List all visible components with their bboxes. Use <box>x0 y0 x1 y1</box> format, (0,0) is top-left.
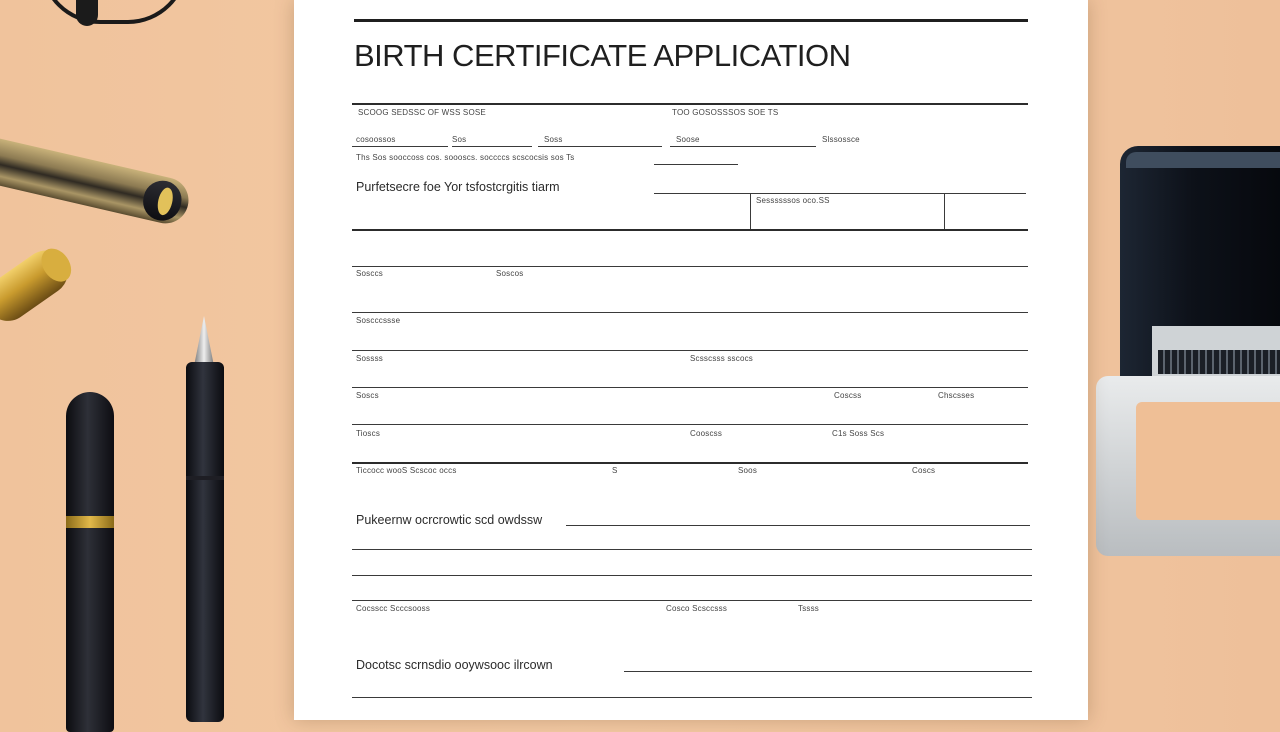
row7-label-c: Chscsses <box>938 391 975 400</box>
row3-line <box>654 164 738 165</box>
row2-label-d: Soose <box>676 135 700 144</box>
section2-line <box>566 525 1030 526</box>
row3-label: Ths Sos sooccoss cos. soooscs. soccccs scscocsis sos Ts <box>356 153 575 162</box>
section2-rule-3 <box>352 600 1032 601</box>
row8-label-a: Tioscs <box>356 429 381 438</box>
row2-label-e: Slssossce <box>822 135 860 144</box>
section1-bottom-rule <box>352 229 1028 231</box>
row9-label-a: Ticcocc wooS Scscoc occs <box>356 466 457 475</box>
section1-line <box>654 193 1026 194</box>
section3-title: Docotsc scrnsdio ooywsooc ilrcown <box>356 658 553 672</box>
row1-left-label: SCOOG SEDSSC OF WSS SOSE <box>358 108 486 117</box>
section1-box-label: Sessssssos oco.SS <box>756 196 830 205</box>
row7-top-rule <box>352 387 1028 388</box>
pen-tip-gold <box>0 216 103 345</box>
row8-label-b: Cooscss <box>690 429 723 438</box>
eyeglasses <box>40 0 200 40</box>
row2-line-b <box>452 146 532 147</box>
row9-label-c: Soos <box>738 466 758 475</box>
row5-label: Soscccssse <box>356 316 401 325</box>
row8-label-c: C1s Soss Scs <box>832 429 885 438</box>
section3-line <box>624 671 1032 672</box>
section2-rule-1 <box>352 549 1032 550</box>
row2-line-c <box>538 146 662 147</box>
row2-label-c: Soss <box>544 135 563 144</box>
section2-title: Pukeernw ocrcrowtic scd owdssw <box>356 513 543 527</box>
header-rule <box>352 103 1028 105</box>
top-rule <box>354 19 1028 22</box>
section1-box-right <box>944 193 945 230</box>
rubber-stamp <box>1096 146 1280 566</box>
row9-label-b: S <box>612 466 618 475</box>
row2-line-d <box>670 146 816 147</box>
row4-label-a: Sosccs <box>356 269 383 278</box>
section1-title: Purfetsecre foe Yor tsfostcrgitis tiarm <box>356 180 560 194</box>
section3-rule-1 <box>352 697 1032 698</box>
black-pen <box>66 392 114 732</box>
birth-certificate-form <box>294 0 1088 720</box>
row6-label-b: Scsscsss sscocs <box>690 354 754 363</box>
section2-rule-2 <box>352 575 1032 576</box>
row10-label-a: Cocsscc Scccsooss <box>356 604 431 613</box>
row10-label-c: Tssss <box>798 604 819 613</box>
row9-top-rule <box>352 462 1028 464</box>
row5-top-rule <box>352 312 1028 313</box>
row2-label-a: cosoossos <box>356 135 396 144</box>
fountain-pen <box>180 316 230 726</box>
row7-label-a: Soscs <box>356 391 379 400</box>
form-title: BIRTH CERTIFICATE APPLICATION <box>354 38 851 73</box>
row1-right-label: TOO GOSOSSSOS SOE TS <box>672 108 779 117</box>
row6-label-a: Sossss <box>356 354 383 363</box>
section1-box-left <box>750 193 751 230</box>
row4-top-rule <box>352 266 1028 267</box>
row9-label-d: Coscs <box>912 466 936 475</box>
row10-label-b: Cosco Scsccsss <box>666 604 728 613</box>
row6-top-rule <box>352 350 1028 351</box>
row7-label-b: Coscss <box>834 391 862 400</box>
row2-label-b: Sos <box>452 135 467 144</box>
row2-line-a <box>352 146 448 147</box>
row4-label-b: Soscos <box>496 269 524 278</box>
row8-top-rule <box>352 424 1028 425</box>
